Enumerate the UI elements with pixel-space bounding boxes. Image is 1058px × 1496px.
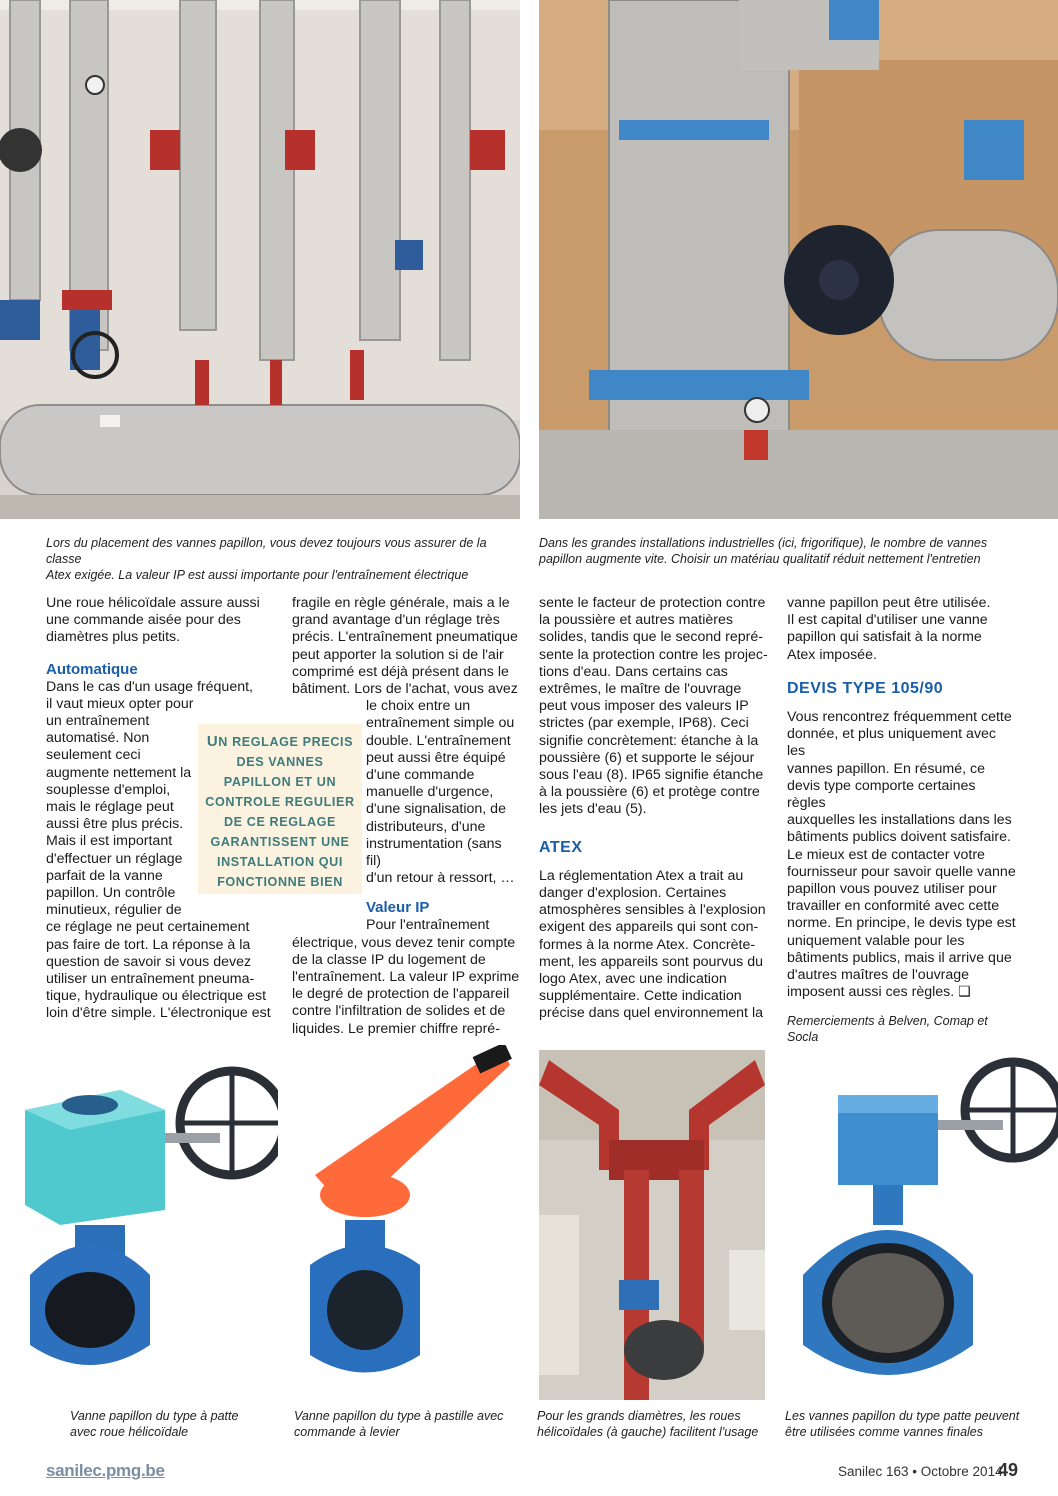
- text-line: d'effectuer un réglage: [46, 850, 183, 867]
- text-line: danger d'explosion. Certaines: [539, 885, 727, 902]
- caption-line: Dans les grandes installations industrielles (ici, frigorifique), le nombre de vannes: [539, 536, 988, 550]
- text-line: d'autres maîtres de l'ouvrage: [787, 967, 970, 984]
- text-line: distributeurs, d'une: [366, 818, 486, 835]
- pull-quote-dropcap: U: [206, 733, 219, 750]
- caption-line: hélicoïdales (à gauche) facilitent l'usage: [537, 1425, 759, 1439]
- text-line: électrique, vous devez tenir compte: [292, 934, 516, 951]
- text-line: Atex imposée.: [787, 646, 877, 663]
- pull-quote-line: GARANTISSENT UNE: [210, 835, 350, 849]
- text-line: diamètres plus petits.: [46, 629, 181, 646]
- text-line: une commande aisée pour des: [46, 612, 241, 629]
- caption-line: Les vannes papillon du type patte peuvent: [785, 1409, 1020, 1423]
- caption-line: avec roue hélicoïdale: [70, 1425, 189, 1439]
- text-line: papillon. Un contrôle: [46, 885, 176, 902]
- caption-line: Vanne papillon du type à pastille avec: [294, 1409, 504, 1423]
- text-line: papillon vous pouvez utiliser pour: [787, 881, 997, 898]
- caption-bottom-4: [785, 1408, 1045, 1440]
- text-line: il vaut mieux opter pour: [46, 695, 194, 712]
- text-line: grand avantage d'un réglage très: [292, 612, 500, 629]
- caption-line: être utilisées comme vannes finales: [785, 1425, 984, 1439]
- footer-url-link[interactable]: sanilec.pmg.be: [46, 1461, 165, 1480]
- wafer-valve-lever-photo: [290, 1045, 520, 1400]
- text-line: tique, hydraulique ou électrique est: [46, 988, 267, 1005]
- text-line: seulement ceci: [46, 747, 141, 764]
- pull-quote-line: DES VANNES: [236, 755, 324, 769]
- caption-line: papillon augmente vite. Choisir un matériau qualitatif réduit nettement l'entretien: [539, 552, 981, 566]
- text-line: un entraînement: [46, 713, 150, 730]
- text-line: fragile en règle générale, mais a le: [292, 595, 510, 611]
- caption-line: Atex exigée. La valeur IP est aussi importante pour l'entraînement électrique: [46, 568, 469, 582]
- caption-top-left: [46, 535, 516, 583]
- text-line: imposent aussi ces règles. ❑: [787, 984, 971, 1001]
- red-pipes-photo: [539, 1050, 765, 1400]
- footer-issue: Sanilec 163 • Octobre 2014: [838, 1464, 1003, 1479]
- text-line: précis. L'entraînement pneumatique: [292, 629, 518, 646]
- text-line: automatisé. Non: [46, 730, 150, 747]
- text-line: aussi être plus précis.: [46, 816, 184, 833]
- text-line: entraînement simple ou: [366, 715, 515, 732]
- text-column-4: [787, 595, 1017, 1045]
- text-line: norme. En principe, le devis type est: [787, 915, 1016, 932]
- text-line: peut apporter la solution si de l'air: [292, 646, 504, 663]
- text-line: instrumentation (sans fil): [366, 835, 502, 870]
- text-line: peut vous imposer des valeurs IP: [539, 698, 749, 715]
- text-line: La réglementation Atex a trait au: [539, 867, 744, 884]
- industrial-valve-photo: [539, 0, 1058, 519]
- caption-line: Vanne papillon du type à patte: [70, 1409, 239, 1423]
- pull-quote-line: PAPILLON ET UN: [223, 775, 337, 789]
- text-line: liquides. Le premier chiffre repré-: [292, 1020, 500, 1037]
- text-line: supplémentaire. Cette indication: [539, 988, 742, 1005]
- pull-quote-line: FONCTIONNE BIEN: [217, 875, 343, 889]
- acknowledgements: Remerciements à Belven, Comap et Socla: [787, 1014, 988, 1045]
- pipe-installation-photo: [0, 0, 520, 519]
- text-line: loin d'être simple. L'électronique est: [46, 1005, 271, 1022]
- text-line: pas faire de tort. La réponse à la: [46, 936, 251, 953]
- text-line: comprimé est déjà présent dans le: [292, 663, 509, 680]
- text-line: sente le facteur de protection contre: [539, 595, 766, 611]
- text-line: Une roue hélicoïdale assure aussi: [46, 595, 260, 611]
- section-heading-devis-type: DEVIS TYPE 105/90: [787, 679, 944, 697]
- text-line: tions d'eau. Dans certains cas: [539, 663, 728, 680]
- text-line: Pour l'entraînement: [366, 917, 490, 934]
- text-line: double. L'entraînement: [366, 732, 511, 749]
- text-line: signifie concrètement: étanche à la: [539, 732, 759, 749]
- text-line: sente la protection contre les projec-: [539, 646, 768, 663]
- section-heading-automatique: Automatique: [46, 660, 138, 678]
- text-line: uniquement valable pour les: [787, 932, 965, 949]
- text-line: question de savoir si vous devez: [46, 953, 252, 970]
- text-line: bâtiment. Lors de l'achat, vous avez: [292, 681, 518, 698]
- text-line: vannes papillon. En résumé, ce: [787, 760, 985, 777]
- text-line: ce réglage ne peut certainement: [46, 919, 250, 936]
- text-line: Vous rencontrez fréquemment cette: [787, 709, 1012, 726]
- text-line: solides, tandis que le second repré-: [539, 629, 763, 646]
- text-line: devis type comporte certaines règles: [787, 777, 976, 812]
- lug-valve-end-photo: [783, 1045, 1058, 1400]
- text-line: poussière (6) et supporte le séjour: [539, 749, 755, 766]
- caption-line: Lors du placement des vannes papillon, vous devez toujours vous assurer de la classe: [46, 536, 487, 566]
- caption-top-right: [539, 535, 1009, 567]
- caption-line: commande à levier: [294, 1425, 400, 1439]
- page-number: 49: [998, 1460, 1019, 1480]
- text-line: contre l'infiltration de solides et de: [292, 1003, 506, 1020]
- text-line: parfait de la vanne: [46, 867, 163, 884]
- text-line: de la classe IP du logement de: [292, 951, 486, 968]
- text-line: les jets d'eau (5).: [539, 801, 647, 818]
- lug-valve-handwheel-photo: [0, 1045, 278, 1400]
- text-line: d'une signalisation, de: [366, 801, 506, 818]
- caption-bottom-3: [537, 1408, 772, 1440]
- text-line: Il est capital d'utiliser une vanne: [787, 612, 988, 629]
- text-line: manuelle d'urgence,: [366, 784, 494, 801]
- text-line: logo Atex, avec une indication: [539, 971, 727, 988]
- caption-bottom-2: [294, 1408, 524, 1440]
- text-line: à la poussière (6) et protège contre: [539, 784, 760, 801]
- pull-quote-line: N REGLAGE PRECIS: [218, 735, 354, 749]
- text-line: bâtiments publics, mais il arrive que: [787, 949, 1012, 966]
- text-line: formes à la norme Atex. Concrète-: [539, 936, 756, 953]
- text-line: l'entraînement. La valeur IP exprime: [292, 969, 520, 986]
- text-line: donnée, et plus uniquement avec les: [787, 726, 997, 760]
- text-line: exigent des appareils qui sont con-: [539, 919, 759, 936]
- text-line: ment, les appareils sont pourvus du: [539, 953, 763, 970]
- text-line: auxquelles les installations dans les: [787, 812, 1012, 829]
- text-line: Mais il est important: [46, 833, 173, 850]
- pull-quote-line: CONTROLE REGULIER: [205, 795, 355, 809]
- text-line: vanne papillon peut être utilisée.: [787, 595, 991, 611]
- text-line: atmosphères sensibles à l'explosion: [539, 902, 766, 919]
- text-line: Dans le cas d'un usage fréquent,: [46, 678, 253, 695]
- text-line: le choix entre un: [366, 698, 471, 715]
- pull-quote-line: DE CE REGLAGE: [223, 815, 337, 829]
- section-heading-valeur-ip: Valeur IP: [366, 899, 430, 917]
- text-line: travailler en conformité avec cette: [787, 898, 1000, 915]
- text-line: utiliser un entraînement pneuma-: [46, 971, 255, 988]
- text-line: précise dans quel environnement la: [539, 1005, 763, 1022]
- text-line: minutieux, régulier de: [46, 902, 182, 919]
- section-heading-atex: ATEX: [539, 838, 583, 856]
- pull-quote-line: INSTALLATION QUI: [217, 855, 343, 869]
- text-line: sous l'eau (8). IP65 signifie étanche: [539, 767, 764, 784]
- text-column-2: [292, 595, 520, 1038]
- text-line: souplesse d'emploi,: [46, 781, 171, 798]
- text-line: d'un retour à ressort, …: [366, 870, 515, 887]
- caption-bottom-1: [70, 1408, 280, 1440]
- text-line: fournisseur pour savoir quelle vanne: [787, 863, 1016, 880]
- text-line: papillon qui satisfait à la norme: [787, 629, 982, 646]
- text-line: mais le réglage peut: [46, 799, 174, 816]
- text-line: d'une commande: [366, 767, 475, 784]
- text-line: extrêmes, le maître de l'ouvrage: [539, 681, 742, 698]
- text-line: augmente nettement la: [46, 764, 192, 781]
- text-line: Le mieux est de contacter votre: [787, 846, 985, 863]
- text-line: bâtiments publics doivent satisfaire.: [787, 829, 1011, 846]
- text-line: peut aussi être équipé: [366, 749, 506, 766]
- caption-line: Pour les grands diamètres, les roues: [537, 1409, 741, 1423]
- text-column-3: [539, 595, 769, 1023]
- text-line: le degré de protection de l'appareil: [292, 986, 510, 1003]
- text-line: la poussière et autres matières: [539, 612, 733, 629]
- text-line: strictes (par exemple, IP68). Ceci: [539, 715, 749, 732]
